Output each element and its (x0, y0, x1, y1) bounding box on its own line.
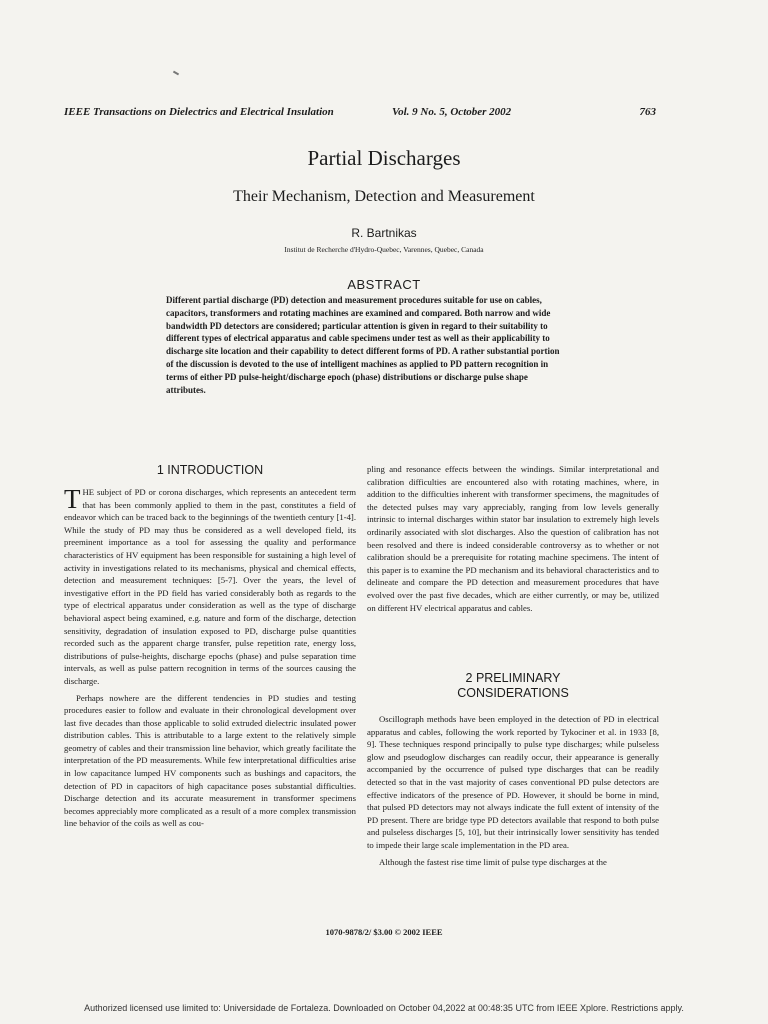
right-column-top (367, 463, 659, 614)
drop-cap: T (64, 484, 81, 514)
left-column (64, 486, 356, 830)
prelim-paragraph-2: Although the fastest rise time limit of pulse type discharges at the (379, 856, 607, 867)
intro-paragraph-3: pling and resonance effects between the windings. Similar interpretational and calibration difficulties are encountered also with rotating machines, where, in addition to the difficulties inherent with transformer specimens, the magnitudes of the detected pulses may vary appreciably, ranging from low levels generally intrinsic to internal discharges within stator bar insulation to extremely high levels ordinarily associated with slot discharges. Also the question of calibration has not been resolved and there is indeed considerable controversy as to whether or not calibration should be a prerequisite for rotating machine specimens. The intent of this paper is to examine the PD mechanism and its behavioral characteristics and to delineate and compare the PD detection and measurement procedures that have evolved over the past five decades, which are either currently, or may be, utilized on different HV electrical apparatus and cables. (367, 464, 659, 613)
page-number: 763 (639, 106, 656, 118)
journal-name: IEEE Transactions on Dielectrics and Electrical Insulation (64, 106, 334, 118)
intro-paragraph-1-text: HE subject of PD or corona discharges, which represents an antecedent term that has been commonly applied to them in the past, constitutes a field of endeavor which can be traced back to the beginnings of the twentieth century [1-4]. While the study of PD may thus be considered as a well developed field, its preeminent importance as a tool for assessing the quality and performance characteristics of HV equipment has been responsible for sustaining a high level of activity in investigations related to its mechanisms, physical and chemical effects, detection and measurement techniques: [5-7]. Over the years, the level of investigative effort in the PD field has varied considerably both as regards to the type of electrical apparatus under consideration as well as the type of discharge behavioral aspect being examined, e.g. nature and form of the discharge, detection sensitivity, degradation of insulation exposed to PD, discharge pulse quantities recorded such as the apparent charge transfer, pulse repetition rate, energy loss, distributions of pulse-heights, discharge epochs (phase) and pulse separation time intervals, as well as pulse pattern recognition in terms of the sources causing the discharge. (64, 487, 356, 686)
copyright-line: 1070-9878/2/ $3.00 © 2002 IEEE (325, 927, 443, 937)
abstract-text: Different partial discharge (PD) detection and measurement procedures suitable for use on cables, capacitors, transformers and rotating machines are examined and compared. Both narrow and wide bandwidth PD detectors are considered; particular attention is given in regard to their suitability to different types of electrical apparatus and cable specimens under test as well as their applicability to discharge site location and their capability to detect different forms of PD. A rather substantial portion of the discussion is devoted to the use of intelligent machines as applied to PD pattern recognition in terms of either PD pulse-height/discharge epoch (phase) distributions or discharge pulse shape attributes. (166, 295, 560, 395)
right-column-bottom (367, 713, 659, 868)
author-name: R. Bartnikas (351, 226, 417, 240)
section-1-heading: 1 INTRODUCTION (156, 463, 264, 477)
section-2-heading (367, 671, 659, 701)
paper-subtitle: Their Mechanism, Detection and Measurement (233, 188, 535, 205)
prelim-paragraph-1: Oscillograph methods have been employed in the detection of PD in electrical apparatus and cables, following the work reported by Tykociner et al. in 1933 [8, 9]. These techniques respond principally to pulse type discharges; while pulseless glow and pseudoglow discharges can readily occur, their appearance is generally accompanied by the occurrence of pulsed type discharges that can be readily detected so that in the vast majority of cases conventional PD pulse detectors are effective indicators of the presence of PD. However, it should be borne in mind, that pulsed PD detectors may not always indicate the full extent of intensity of the PD present. There are bridge type PD detectors available that respond to both pulse and pulseless discharges [5, 10], but their intrinsically lower sensitivity has tended to impede their large scale implementation in the PD area. (367, 714, 659, 850)
license-footer: Authorized licensed use limited to: Universidade de Fortaleza. Downloaded on October 04,2022 at 00:48:35 UTC from IEEE Xplore. Restrictions apply. (84, 1003, 684, 1013)
intro-paragraph-2: Perhaps nowhere are the different tendencies in PD studies and testing procedures easier to follow and evaluate in their chronological development over last five decades than those applicable to solid extruded dielectric insulated power distribution cables. This is attributable to a large extent to the relatively simple geometry of cables and their transmission line behavior, which greatly facilitate the interpretation of the PD measurements. While few interpretational difficulties arise in low capacitance lumped HV components such as bushings and capacitors, the detection of PD in capacitors of high capacitance poses substantial difficulties. Discharge detection and its accurate measurement in transformer specimens becomes appreciably more complicated as a result of a more complex transmission line behavior of the coils as well as cou- (64, 692, 356, 829)
abstract-heading: ABSTRACT (347, 277, 421, 292)
intro-paragraph-1 (64, 486, 356, 688)
paper-title: Partial Discharges (307, 146, 461, 170)
author-affiliation: Institut de Recherche d'Hydro-Quebec, Varennes, Quebec, Canada (284, 245, 484, 254)
volume-info: Vol. 9 No. 5, October 2002 (392, 106, 512, 118)
section-2-heading-line-1: 2 PRELIMINARY (465, 671, 561, 685)
scan-speck (173, 71, 179, 76)
section-2-heading-line-2: CONSIDERATIONS (457, 686, 569, 700)
